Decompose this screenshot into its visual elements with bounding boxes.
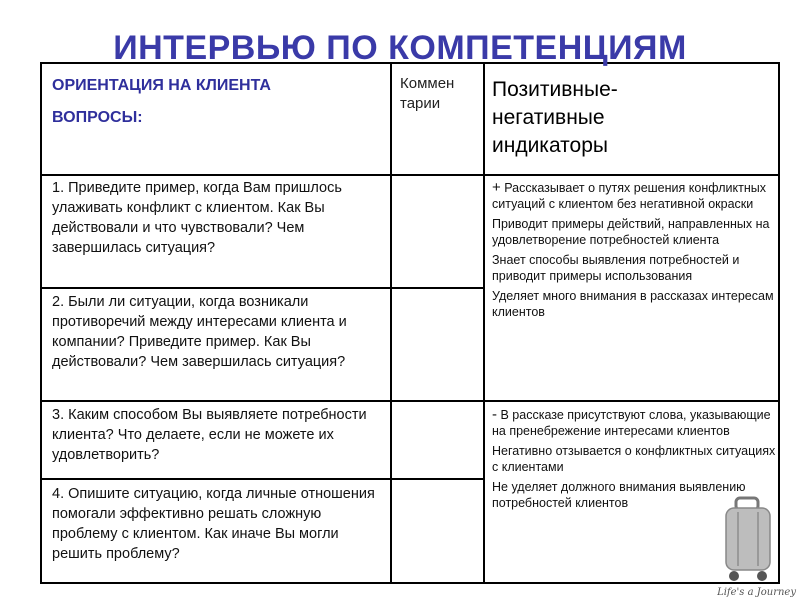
header-indicators: [492, 76, 772, 160]
header-indicators-line3: индикаторы: [492, 134, 609, 157]
minus-sign: -: [492, 406, 497, 423]
watermark-caption: Life's a Journey: [717, 587, 796, 598]
header-questions-label: ВОПРОСЫ:: [52, 109, 143, 126]
negative-item: - В рассказе присутствуют слова, указывающие на пренебрежение интересами клиентов: [492, 406, 771, 438]
header-comments-line2: тарии: [400, 95, 441, 112]
header-indicators-line2: негативные: [492, 106, 605, 129]
question-4: 4. Опишите ситуацию, когда личные отношения помогали эффективно решать сложную проблему с клиентом. Как иначе Вы могли решить проблему?: [52, 486, 375, 562]
positive-item: Уделяет много внимания в рассказах интересам клиентов: [492, 289, 774, 319]
comment-cell-3[interactable]: [392, 402, 482, 477]
question-2: 2. Были ли ситуации, когда возникали противоречий между интересами клиента и компании? Приведите пример. Как Вы действовали? Чем завершилась ситуация?: [52, 294, 347, 370]
positive-item: + Рассказывает о путях решения конфликтных ситуаций с клиентом без негативной окраски: [492, 179, 766, 211]
plus-sign: +: [492, 179, 501, 196]
suitcase-icon: [718, 496, 778, 586]
column-divider: [483, 64, 485, 582]
header-comments-line1: Коммен: [400, 75, 455, 92]
positive-indicators: [492, 180, 782, 324]
header-comments: [400, 74, 486, 114]
question-3: 3. Каким способом Вы выявляете потребности клиента? Что делаете, если не можете их удовлетворить?: [52, 407, 367, 463]
negative-item: Негативно отзывается о конфликтных ситуациях с клиентами: [492, 444, 776, 474]
positive-item: Приводит примеры действий, направленных на удовлетворение потребностей клиента: [492, 217, 770, 247]
header-indicators-line1: Позитивные-: [492, 78, 618, 101]
negative-item: Не уделяет должного внимания выявлению потребностей клиентов: [492, 480, 746, 510]
question-1: 1. Приведите пример, когда Вам пришлось улаживать конфликт с клиентом. Как Вы действовали и что чувствовали? Чем завершилась ситуация?: [52, 180, 342, 256]
slide-title: ИНТЕРВЬЮ ПО КОМПЕТЕНЦИЯМ: [113, 29, 687, 67]
comment-cell-1[interactable]: [392, 176, 482, 286]
comment-cell-2[interactable]: [392, 289, 482, 399]
header-questions: [52, 70, 382, 134]
comment-cell-4[interactable]: [392, 480, 482, 580]
competency-table: [40, 62, 780, 584]
positive-item: Знает способы выявления потребностей и приводит примеры использования: [492, 253, 740, 283]
header-orientation-label: ОРИЕНТАЦИЯ НА КЛИЕНТА: [52, 77, 271, 94]
